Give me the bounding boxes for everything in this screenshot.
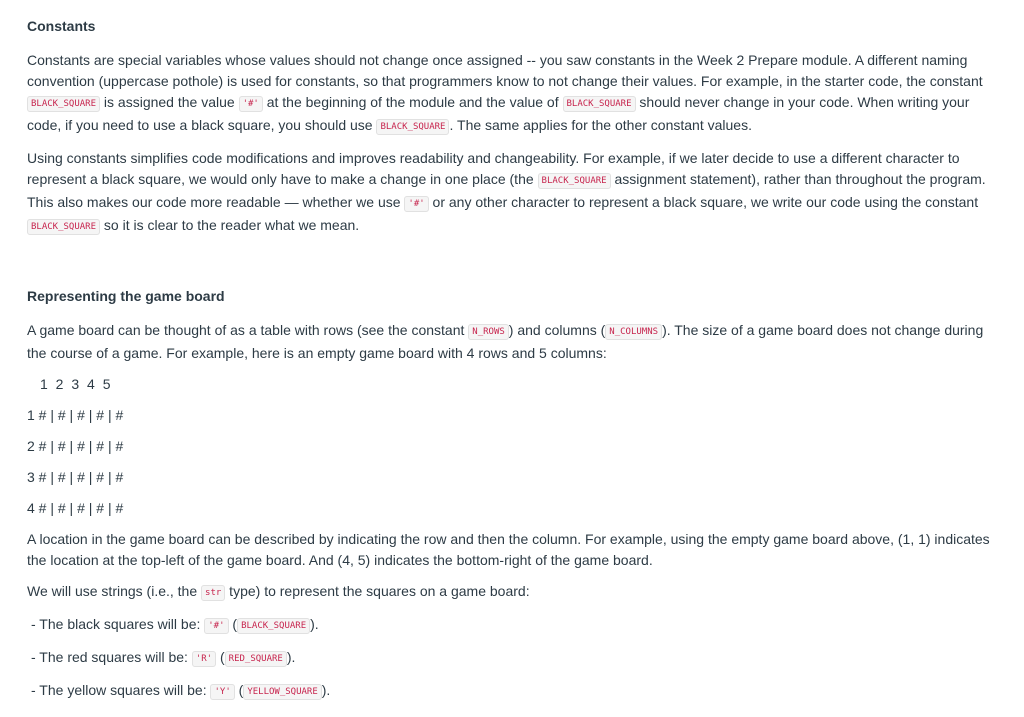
list-item-black: - The black squares will be: '#' ( BLACK_SQUARE ).	[31, 616, 319, 632]
code-n-columns: N_COLUMNS	[605, 324, 662, 340]
board-row: 1 # | # | # | # | #	[27, 407, 124, 423]
board-paragraph-1: A game board can be thought of as a table with rows (see the constant N_ROWS ) and columns ( N_COLUMNS ). The size of a game board does not change during the course of a game. For example, here is an empty game board with 4 rows and 5 columns:	[27, 322, 984, 361]
board-heading: Representing the game board	[27, 288, 225, 304]
code-black-square: BLACK_SQUARE	[376, 119, 449, 135]
board-paragraph-3: We will use strings (i.e., the str type) to represent the squares on a game board:	[27, 583, 530, 599]
board-row: 4 # | # | # | # | #	[27, 500, 124, 516]
code-black-square: BLACK_SQUARE	[27, 219, 100, 235]
list-item-yellow: - The yellow squares will be: 'Y' ( YELLOW_SQUARE ).	[31, 682, 331, 698]
code-hash-value: '#'	[404, 196, 428, 212]
list-item-red: - The red squares will be: 'R' ( RED_SQUARE ).	[31, 649, 296, 665]
code-square-value: '#'	[204, 618, 228, 634]
constants-paragraph-1: Constants are special variables whose values should not change once assigned -- you saw constants in the Week 2 Prepare module. A different naming convention (uppercase pothole) is used for constants, so that programmers know to not change their values. For example, in the starter code, the constant BLACK_SQUARE is assigned the value '#' at the beginning of the module and the value of BLACK_SQUARE should never change in your code. When writing your code, if you need to use a black square, you should use BLACK_SQUARE . The same applies for the other constant values.	[27, 52, 983, 133]
board-row: 2 # | # | # | # | #	[27, 438, 124, 454]
code-n-rows: N_ROWS	[468, 324, 509, 340]
board-paragraph-2: A location in the game board can be described by indicating the row and then the column. For example, using the empty game board above, (1, 1) indicates the location at the top-left of the game board. And (4, 5) indicates the bottom-right of the game board.	[27, 531, 990, 568]
code-square-constant: RED_SQUARE	[225, 651, 287, 667]
code-square-constant: YELLOW_SQUARE	[243, 684, 321, 700]
code-square-constant: BLACK_SQUARE	[237, 618, 310, 634]
constants-paragraph-2: Using constants simplifies code modifications and improves readability and changeability. For example, if we later decide to use a different character to represent a black square, we would only have to make a change in one place (the BLACK_SQUARE assignment statement), rather than throughout the program. This also makes our code more readable — whether we use '#' or any other character to represent a black square, we write our code using the constant BLACK_SQUARE so it is clear to the reader what we mean.	[27, 150, 986, 233]
board-column-header: 1 2 3 4 5	[40, 376, 111, 392]
square-list	[27, 614, 996, 703]
constants-heading: Constants	[27, 18, 96, 34]
board-row: 3 # | # | # | # | #	[27, 469, 124, 485]
code-black-square: BLACK_SQUARE	[563, 96, 636, 112]
game-board-example	[27, 374, 996, 519]
code-square-value: 'R'	[192, 651, 216, 667]
code-square-value: 'Y'	[210, 684, 234, 700]
code-black-square: BLACK_SQUARE	[27, 96, 100, 112]
code-str: str	[201, 585, 225, 601]
code-hash-value: '#'	[239, 96, 263, 112]
code-black-square: BLACK_SQUARE	[538, 173, 611, 189]
